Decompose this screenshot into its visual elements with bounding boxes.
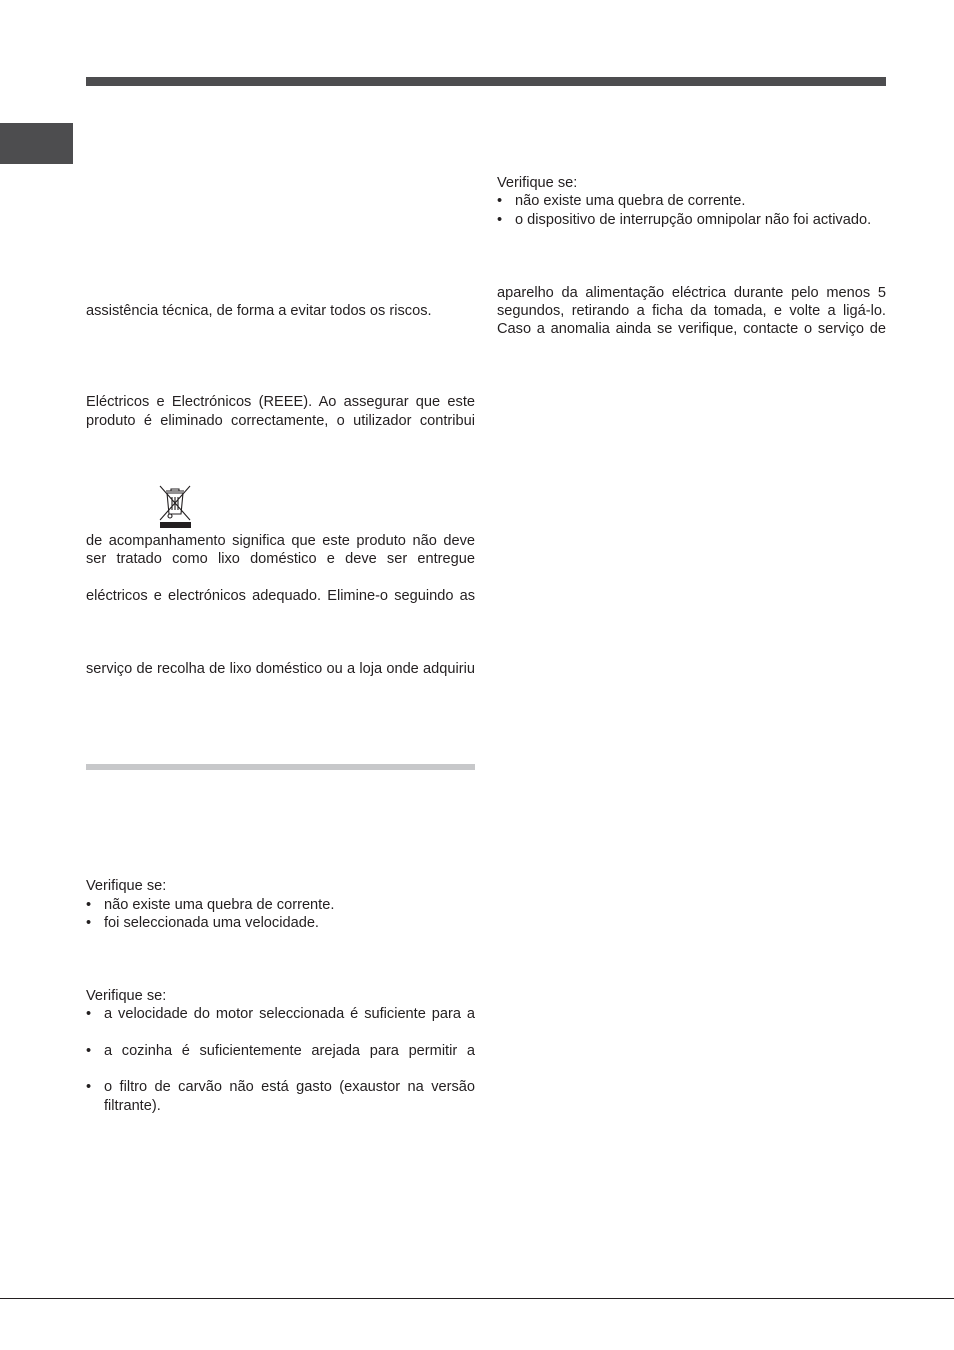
list-item-text: não existe uma quebra de corrente. [515, 193, 746, 209]
reset-paragraph-line-2: segundos, retirando a ficha da tomada, e volte a ligá-lo. [497, 303, 886, 319]
list-item-continuation: filtrante). [104, 1098, 161, 1114]
list-item [497, 211, 886, 230]
check-intro-2: Verifique se: [86, 988, 167, 1004]
list-item-text: o dispositivo de interrupção omnipolar não foi activado. [515, 212, 872, 228]
check-intro-1: Verifique se: [86, 878, 167, 894]
bullet-icon: • [86, 1079, 92, 1095]
list-item-text: a cozinha é suficientemente arejada para permitir a [104, 1043, 475, 1059]
list-item [86, 896, 475, 915]
reset-paragraph-line-1: aparelho da alimentação eléctrica durante pelo menos 5 [497, 285, 886, 301]
reset-paragraph-line-3: Caso a anomalia ainda se verifique, contacte o serviço de [497, 321, 886, 337]
list-item [86, 914, 475, 933]
symbol-paragraph-line-3: eléctricos e electrónicos adequado. Elimine-o seguindo as [86, 588, 475, 604]
weee-bin-icon [158, 482, 192, 530]
bullet-icon: • [86, 1006, 92, 1022]
bullet-icon: • [86, 915, 92, 931]
list-item-text: o filtro de carvão não está gasto (exaustor na versão [104, 1079, 475, 1095]
list-item [86, 1005, 475, 1024]
list-item [86, 1078, 475, 1116]
bullet-icon: • [497, 212, 503, 228]
list-item [497, 192, 886, 211]
list-item [86, 1042, 475, 1061]
symbol-paragraph-line-2: ser tratado como lixo doméstico e deve ser entregue [86, 551, 475, 567]
section-divider [86, 764, 475, 770]
footer-rule [0, 1298, 954, 1299]
header-rule [86, 77, 886, 86]
symbol-paragraph-line-1: de acompanhamento significa que este produto não deve [86, 533, 475, 549]
list-item-text: a velocidade do motor seleccionada é suficiente para a [104, 1006, 475, 1022]
weee-paragraph-line-2: produto é eliminado correctamente, o utilizador contribui [86, 413, 475, 429]
weee-paragraph-line-1: Eléctricos e Electrónicos (REEE). Ao assegurar que este [86, 394, 475, 410]
language-tab [0, 123, 73, 164]
check-intro-right: Verifique se: [497, 175, 578, 191]
bullet-icon: • [497, 193, 503, 209]
bullet-icon: • [86, 1043, 92, 1059]
assistance-text: assistência técnica, de forma a evitar todos os riscos. [86, 303, 432, 319]
list-item-text: não existe uma quebra de corrente. [104, 897, 335, 913]
bullet-icon: • [86, 897, 92, 913]
symbol-paragraph-line-4: serviço de recolha de lixo doméstico ou a loja onde adquiriu [86, 661, 475, 677]
list-item-text: foi seleccionada uma velocidade. [104, 915, 319, 931]
